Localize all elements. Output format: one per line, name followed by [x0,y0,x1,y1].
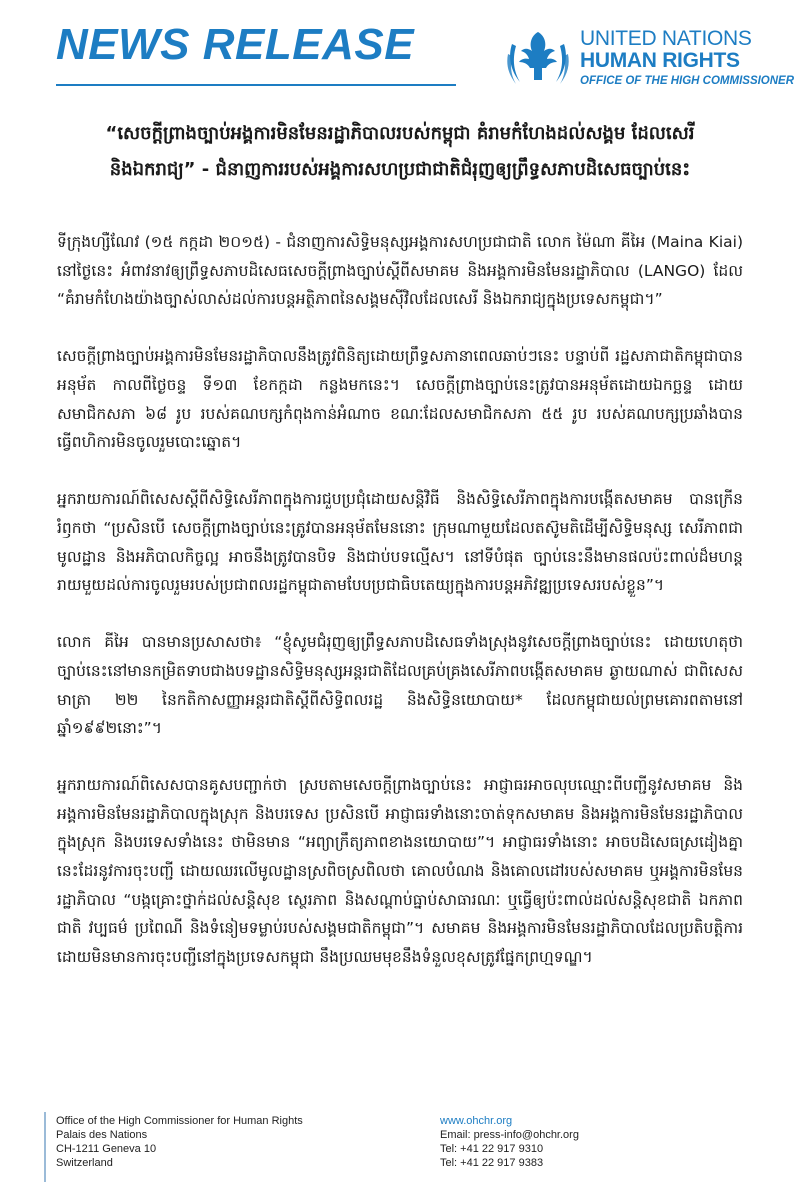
phone-contact: Tel: +41 22 917 9310 [440,1143,544,1155]
phone-contact: Tel: +41 22 917 9383 [440,1157,544,1169]
footer-divider [44,1112,46,1182]
article-body [57,228,743,1000]
org-name-line3: OFFICE OF THE HIGH COMMISSIONER [580,75,795,87]
news-release-title: NEWS RELEASE [56,20,415,69]
paragraph: អ្នករាយការណ៍ពិសេសស្តីពីសិទ្ធិសេរីភាពក្នុងការជួបប្រជុំដោយសន្តិវិធី និងសិទ្ធិសេរីភាពក្នុងការបង្កើតសមាគម បានក្រើនរំឭកថា “ប្រសិនបើ សេចក្តីព្រាងច្បាប់នេះត្រូវបានអនុម័តមែននោះ ក្រុមណាមួយដែលតស៊ូមតិដើម្បីសិទ្ធិមនុស្ស សេរីភាពជាមូលដ្ឋាន និងអភិបាលកិច្ចល្អ អាចនឹងត្រូវបានបិទ និងជាប់បទល្មើស។ នៅទីបំផុត ច្បាប់នេះនឹងមានផលប៉ះពាល់ដ៏មហន្តរាយមួយដល់ការចូលរួមរបស់ប្រជាពលរដ្ឋកម្ពុជាតាមបែបប្រជាធិបតេយ្យក្នុងការបន្តអភិវឌ្ឍប្រទេសរបស់ខ្លួន”។ [57,490,743,595]
organization-name [580,28,794,90]
paragraph: ទីក្រុងហ្សឺណែវ (១៥ កក្កដា ២០១៥) - ជំនាញការសិទ្ធិមនុស្សអង្គការសហប្រជាជាតិ លោក ម៉ៃណា គីអៃ (Maina Kiai) នៅថ្ងៃនេះ អំពាវនាវឲ្យព្រឹទ្ធសភាបដិសេធសេចក្តីព្រាងច្បាប់ស្តីពីសមាគម និងអង្គការមិនមែនរដ្ឋាភិបាល (LANGO) ដែល “គំរាមកំហែងយ៉ាងច្បាស់លាស់ដល់ការបន្តអត្ថិភាពនៃសង្គមស៊ីវិលដែលសេរី និងឯករាជ្យក្នុងប្រទេសកម្ពុជា។” [57,233,743,309]
paragraph: សេចក្តីព្រាងច្បាប់អង្គការមិនមែនរដ្ឋាភិបាលនឹងត្រូវពិនិត្យដោយព្រឹទ្ធសភានាពេលឆាប់ៗនេះ បន្ទាប់ពី រដ្ឋសភាជាតិកម្ពុជាបានអនុម័ត កាលពីថ្ងៃចន្ទ ទី១៣ ខែកក្កដា កន្លងមកនេះ។ សេចក្តីព្រាងច្បាប់នេះត្រូវបានអនុម័តដោយឯកច្ឆន្ទ ដោយសមាជិកសភា ៦៨ រូប របស់គណបក្សកំពុងកាន់អំណាច ខណៈដែលសមាជិកសភា ៥៥ រូប របស់គណបក្សប្រឆាំងបានធ្វើពហិការមិនចូលរួមបោះឆ្នោត។ [57,347,743,452]
footer-address [56,1114,303,1170]
headline-line2: និងឯករាជ្យ” - ជំនាញការរបស់អង្គការសហប្រជាជាតិជំរុញឲ្យព្រឹទ្ធសភាបដិសេធច្បាប់នេះ [109,159,691,180]
org-name-line1: UNITED NATIONS [580,27,752,50]
headline-line1: “សេចក្តីព្រាងច្បាប់អង្គការមិនមែនរដ្ឋាភិបាលរបស់កម្ពុជា គំរាមកំហែងដល់សង្គម ដែលសេរី [105,123,695,144]
un-human-rights-logo-icon [498,24,578,94]
footer-address-line: Palais des Nations [56,1129,148,1141]
org-name-line2: HUMAN RIGHTS [580,49,740,72]
paragraph: អ្នករាយការណ៍ពិសេសបានគូសបញ្ជាក់ថា ស្របតាមសេចក្តីព្រាងច្បាប់នេះ អាជ្ញាធរអាចលុបឈ្មោះពីបញ្ជីនូវសមាគម និងអង្គការមិនមែនរដ្ឋាភិបាលក្នុងស្រុក និងបរទេស ប្រសិនបើ អាជ្ញាធរទាំងនោះចាត់ទុកសមាគម និងអង្គការមិនមែនរដ្ឋាភិបាលក្នុងស្រុក និងបរទេសទាំងនេះ ថាមិនមាន “អព្យាក្រឹត្យភាពខាងនយោបាយ”។ អាជ្ញាធរទាំងនោះ អាចបដិសេធស្រដៀងគ្នានេះដែរនូវការចុះបញ្ជី ដោយឈរលើមូលដ្ឋានស្រពិចស្រពិលថា គោលបំណង និងគោលដៅរបស់សមាគម ឬអង្គការមិនមែនរដ្ឋាភិបាល “បង្កគ្រោះថ្នាក់ដល់សន្តិសុខ ស្ថេរភាព និងសណ្តាប់ធ្នាប់សាធារណៈ ឬធ្វើឲ្យប៉ះពាល់ដល់សន្តិសុខជាតិ ឯកភាពជាតិ វប្បធម៌ ប្រពៃណី និងទំនៀមទម្លាប់របស់សង្គមជាតិកម្ពុជា”។ សមាគម និងអង្គការមិនមែនរដ្ឋាភិបាលដែលប្រតិបត្តិការដោយមិនមានការចុះបញ្ជីនៅក្នុងប្រទេសកម្ពុជា នឹងប្រឈមមុខនឹងទំនួលខុសត្រូវផ្នែកព្រហ្មទណ្ឌ។ [57,776,743,966]
email-contact[interactable]: Email: press-info@ohchr.org [440,1129,579,1141]
paragraph: លោក គីអៃ បានមានប្រសាសថា៖ “ខ្ញុំសូមជំរុញឲ្យព្រឹទ្ធសភាបដិសេធទាំងស្រុងនូវសេចក្តីព្រាងច្បាប់នេះ ដោយហេតុថា ច្បាប់នេះនៅមានកម្រិតទាបជាងបទដ្ឋានសិទ្ធិមនុស្សអន្តរជាតិដែលគ្រប់គ្រងសេរីភាពបង្កើតសមាគម ឆ្ងាយណាស់ ជាពិសេស មាត្រា ២២ នៃកតិកាសញ្ញាអន្តរជាតិស្តីពីសិទ្ធិពលរដ្ឋ និងសិទ្ធិនយោបាយ* ដែលកម្ពុជាយល់ព្រមគោរពតាមនៅឆ្នាំ១៩៩២នោះ”។ [57,633,743,738]
headline [60,116,740,188]
footer-address-line: Office of the High Commissioner for Human Rights [56,1115,303,1127]
website-link[interactable]: www.ohchr.org [440,1115,513,1127]
footer-contact [440,1114,579,1170]
footer-address-line: Switzerland [56,1157,113,1169]
header-divider [56,84,456,86]
footer-address-line: CH-1211 Geneva 10 [56,1143,157,1155]
